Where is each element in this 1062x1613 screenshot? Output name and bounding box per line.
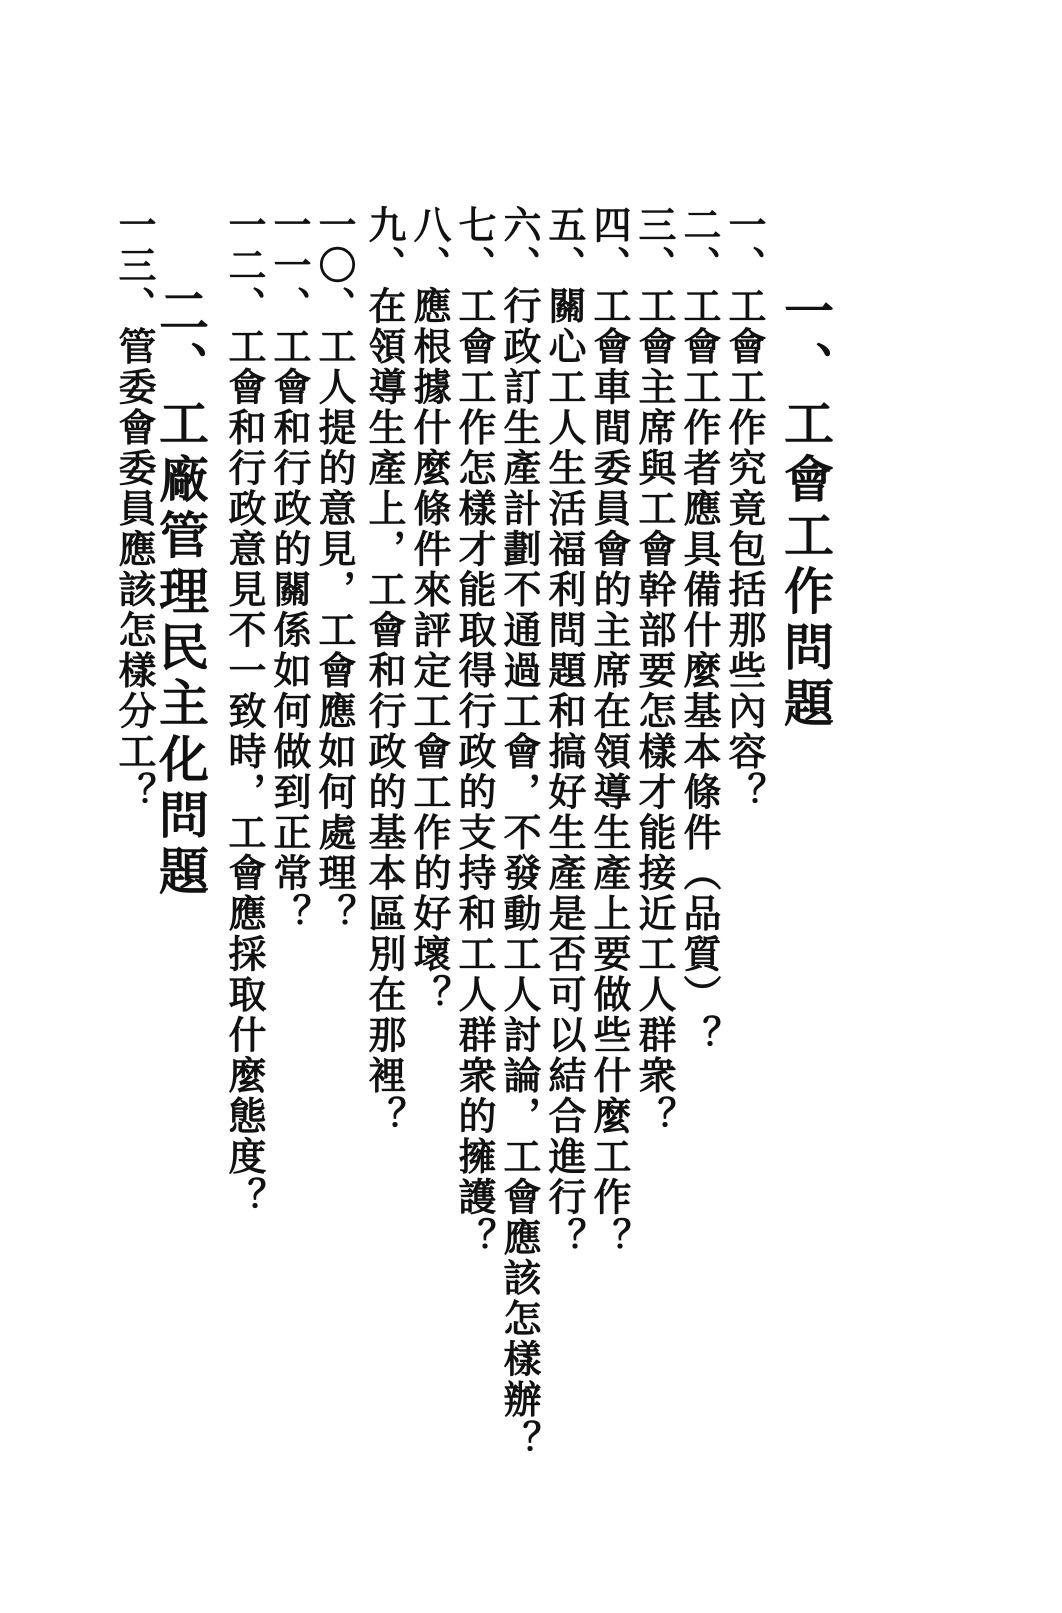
question-item: 一〇、工人提的意見，工會應如何處理？ <box>312 205 357 934</box>
question-item: 二、工會工作者應具備什麼基本條件（品質）？ <box>677 205 722 1056</box>
question-item: 五、關心工人生活福利問題和搞好生產是否可以結合進行？ <box>542 205 587 1258</box>
question-item: 三、工會主席與工會幹部要怎樣才能接近工人群衆？ <box>632 205 677 1137</box>
question-item: 九、在領導生產上，工會和行政的基本區別在那裡？ <box>362 205 407 1137</box>
section-heading-union-work: 一、工會工作問題 <box>776 285 835 733</box>
question-item: 八、應根據什麼條件來評定工會工作的好壞？ <box>407 205 452 1015</box>
question-item: 一一、工會和行政的關係如何做到正常？ <box>267 205 312 934</box>
question-item: 一二、工會和行政意見不一致時，工會應採取什麼態度？ <box>222 205 267 1218</box>
question-item: 六、行政訂生產計劃不通過工會，不發動工人討論，工會應該怎樣辦？ <box>497 205 542 1461</box>
question-item: 一、工會工作究竟包括那些內容？ <box>722 205 767 813</box>
question-item: 四、工會車間委員會的主席在領導生產上要做些什麼工作？ <box>587 205 632 1258</box>
question-item: 七、工會工作怎樣才能取得行政的支持和工人群衆的擁護？ <box>452 205 497 1258</box>
question-item: 一三、管委會委員應該怎樣分工？ <box>112 205 157 813</box>
section-heading-factory-management: 二、工廠管理民主化問題 <box>151 285 210 901</box>
